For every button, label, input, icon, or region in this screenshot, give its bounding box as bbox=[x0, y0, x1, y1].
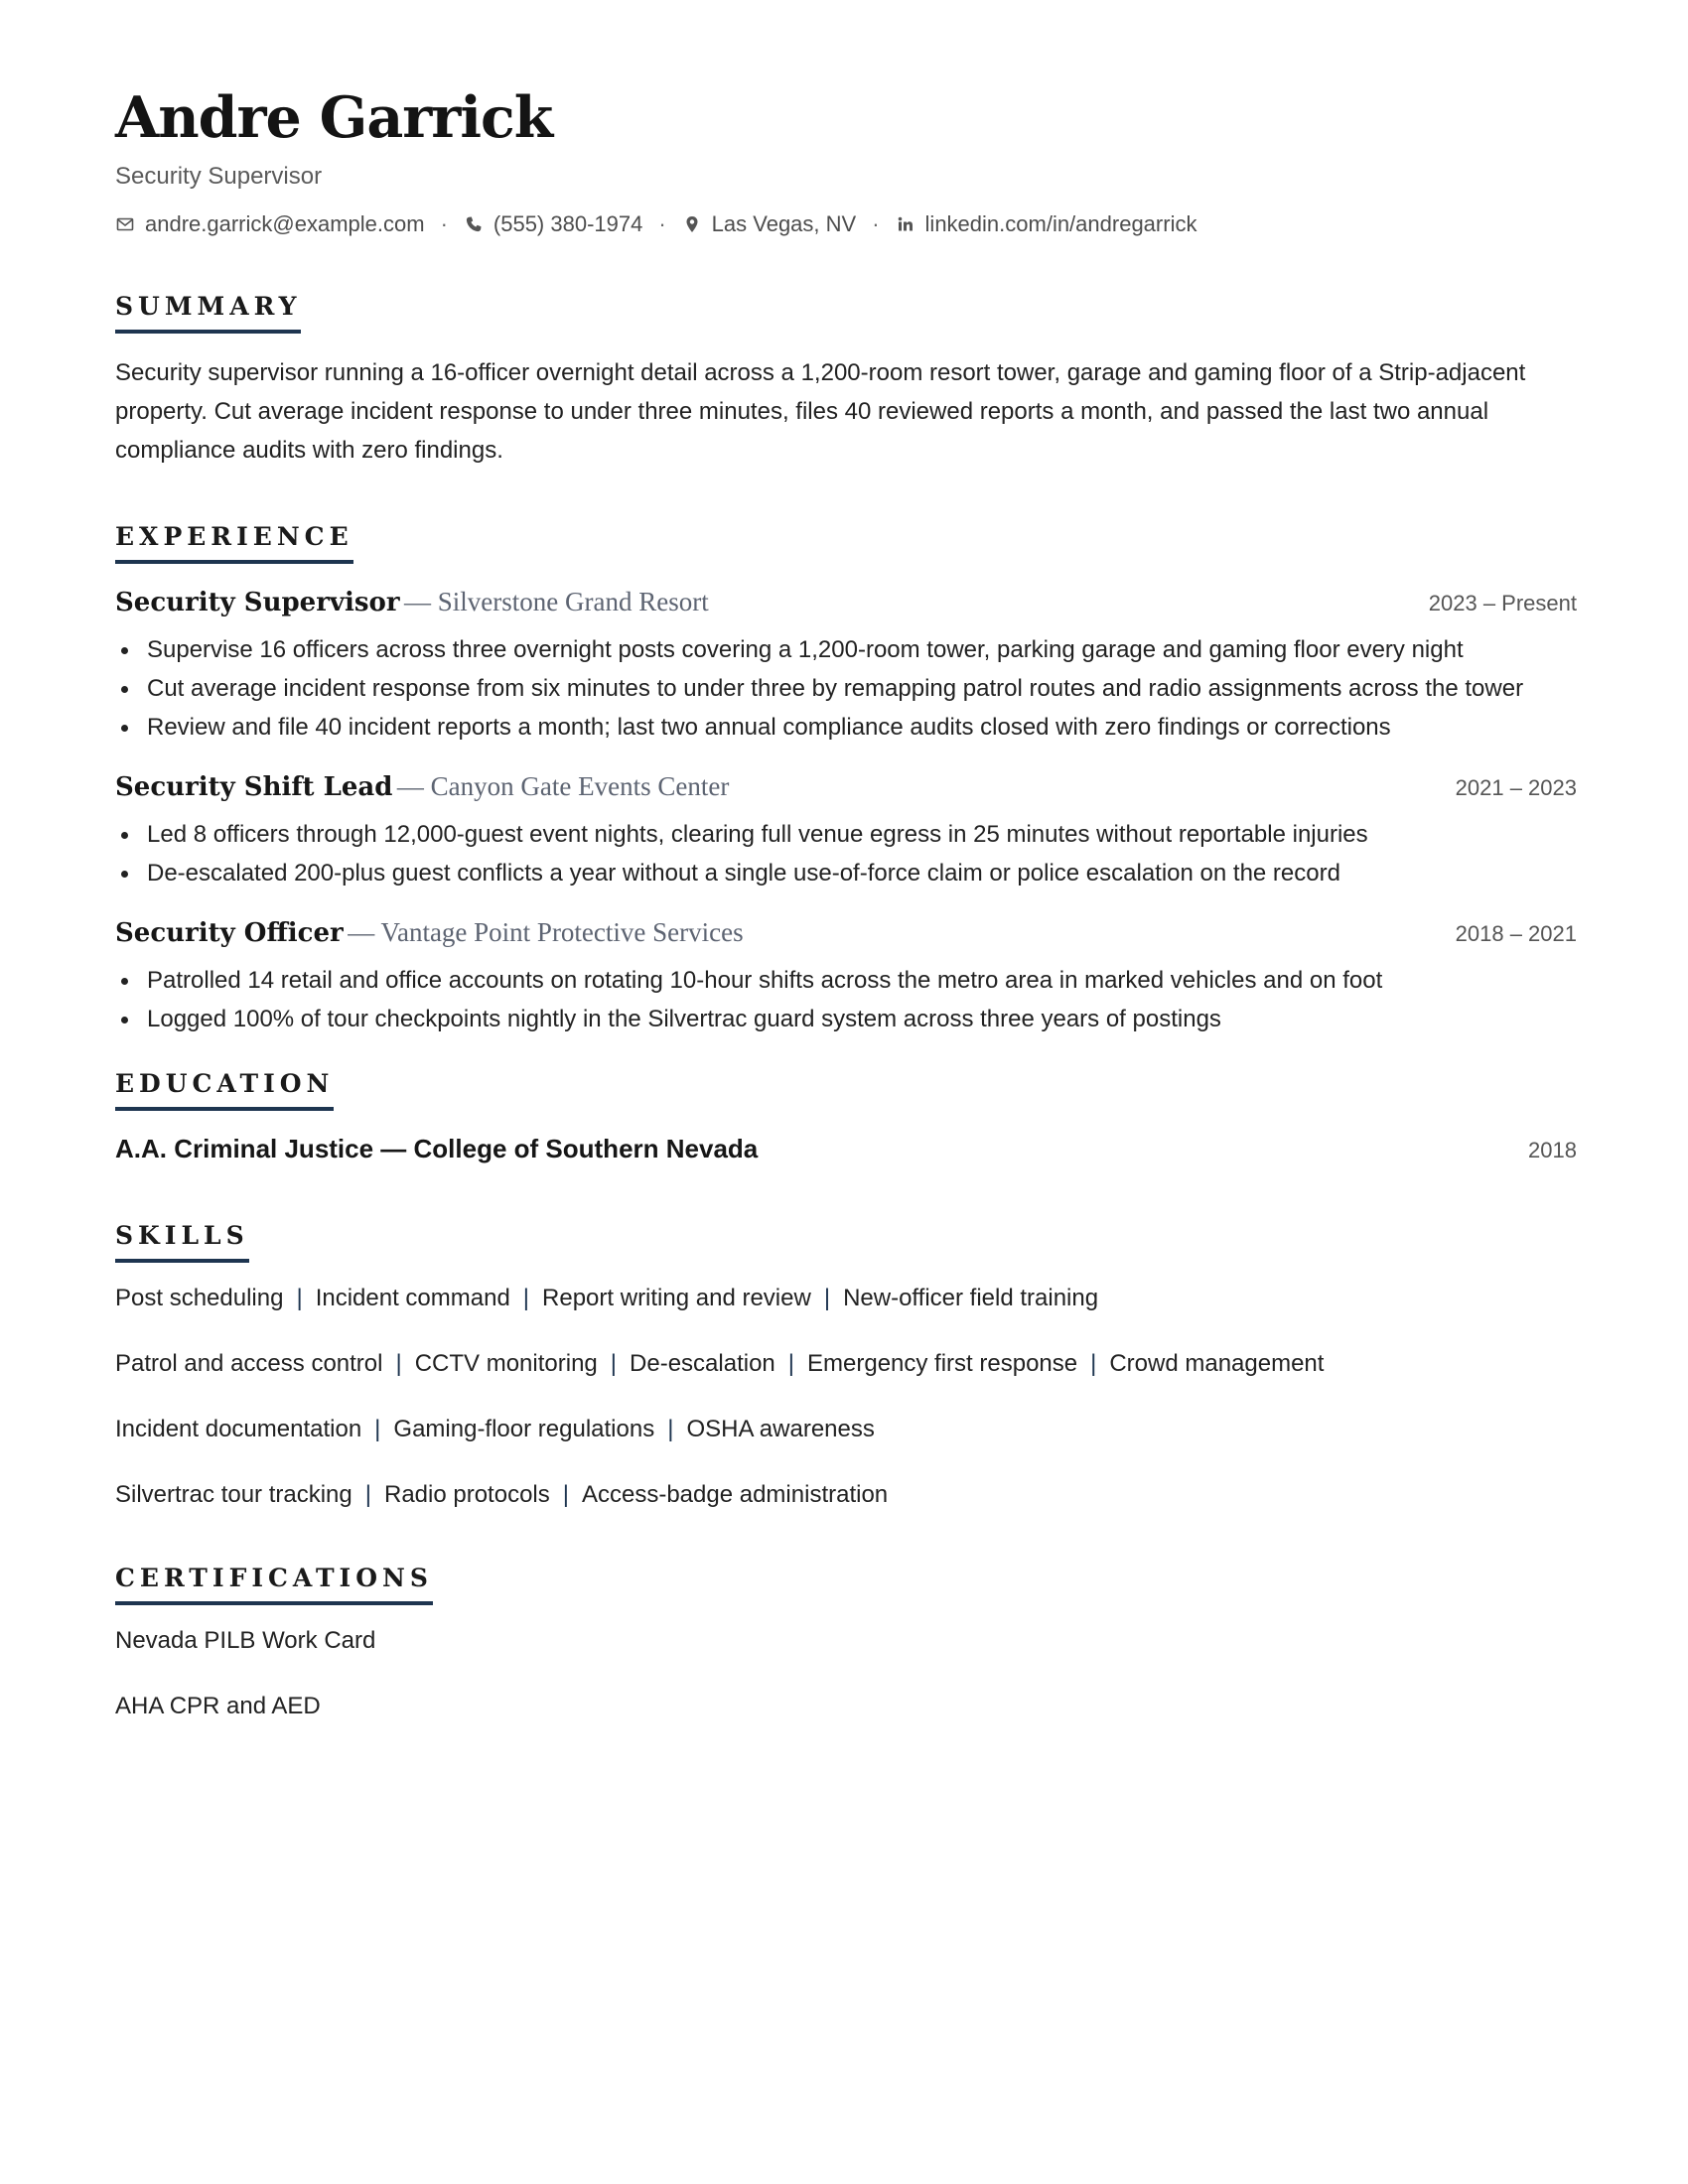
skill-item: Incident documentation bbox=[115, 1416, 362, 1442]
skill-separator: | bbox=[610, 1350, 618, 1377]
education-year: 2018 bbox=[1528, 1138, 1577, 1162]
summary-section bbox=[115, 291, 1577, 470]
section-heading: CERTIFICATIONS bbox=[115, 1563, 433, 1605]
job-bullets bbox=[115, 961, 1577, 1038]
section-heading: SKILLS bbox=[115, 1220, 249, 1263]
section-heading: EDUCATION bbox=[115, 1068, 334, 1111]
job-bullets bbox=[115, 815, 1577, 892]
contact-linkedin[interactable] bbox=[896, 209, 1197, 239]
skill-item: CCTV monitoring bbox=[414, 1350, 598, 1377]
bullet-item: Review and file 40 incident reports a month; last two annual compliance audits closed with zero findings or corrections bbox=[115, 708, 1577, 747]
skill-item: Report writing and review bbox=[542, 1285, 811, 1311]
skill-line bbox=[115, 1283, 1577, 1314]
job-company: — Vantage Point Protective Services bbox=[348, 917, 744, 947]
bullet-item: Supervise 16 officers across three overnight posts covering a 1,200-room tower, parking garage and gaming floor every night bbox=[115, 630, 1577, 669]
email-text: andre.garrick@example.com bbox=[145, 211, 425, 236]
skill-item: De-escalation bbox=[630, 1350, 775, 1377]
job-dates: 2021 – 2023 bbox=[1455, 775, 1577, 800]
skill-separator: | bbox=[374, 1416, 381, 1442]
skill-item: Post scheduling bbox=[115, 1285, 284, 1311]
bullet-item: Cut average incident response from six minutes to under three by remapping patrol routes and radio assignments across the tower bbox=[115, 669, 1577, 708]
skill-separator: | bbox=[823, 1285, 831, 1311]
bullet-item: Logged 100% of tour checkpoints nightly in the Silvertrac guard system across three years of postings bbox=[115, 1000, 1577, 1038]
job-title: Security Shift Lead bbox=[115, 772, 393, 802]
education-degree: A.A. Criminal Justice — College of Southern Nevada bbox=[115, 1134, 759, 1163]
skill-item: Radio protocols bbox=[383, 1481, 550, 1508]
education-entry bbox=[115, 1131, 1577, 1168]
contact-separator: · bbox=[872, 211, 880, 236]
contact-phone[interactable] bbox=[464, 209, 642, 239]
contact-line bbox=[115, 209, 1577, 239]
skill-line bbox=[115, 1348, 1577, 1380]
job-entry bbox=[115, 768, 1577, 892]
skills-section bbox=[115, 1220, 1577, 1511]
bullet-item: De-escalated 200-plus guest conflicts a year without a single use-of-force claim or police escalation on the record bbox=[115, 854, 1577, 892]
skill-item: Silvertrac tour tracking bbox=[115, 1481, 352, 1508]
skill-item: Access-badge administration bbox=[581, 1481, 889, 1508]
job-dates: 2023 – Present bbox=[1428, 591, 1577, 615]
location-pin-icon bbox=[682, 214, 702, 234]
phone-text: (555) 380-1974 bbox=[492, 211, 643, 236]
contact-location bbox=[682, 209, 857, 239]
job-header bbox=[115, 914, 1577, 955]
contact-email[interactable] bbox=[115, 209, 425, 239]
certifications-list bbox=[115, 1625, 1577, 1722]
mail-icon bbox=[115, 214, 135, 234]
skill-item: Crowd management bbox=[1109, 1350, 1325, 1377]
skill-item: New-officer field training bbox=[843, 1285, 1099, 1311]
skill-separator: | bbox=[1090, 1350, 1097, 1377]
contact-separator: · bbox=[658, 211, 666, 236]
certifications-section bbox=[115, 1563, 1577, 1722]
skill-separator: | bbox=[364, 1481, 371, 1508]
skill-line bbox=[115, 1414, 1577, 1445]
bullet-item: Led 8 officers through 12,000-guest event nights, clearing full venue egress in 25 minutes without reportable injuries bbox=[115, 815, 1577, 854]
skill-item: OSHA awareness bbox=[686, 1416, 875, 1442]
candidate-role: Security Supervisor bbox=[115, 163, 323, 190]
resume-page bbox=[115, 83, 1577, 1756]
skill-separator: | bbox=[667, 1416, 674, 1442]
linkedin-text: linkedin.com/in/andregarrick bbox=[924, 211, 1197, 236]
skills-list bbox=[115, 1283, 1577, 1511]
skill-separator: | bbox=[522, 1285, 530, 1311]
certification-item: Nevada PILB Work Card bbox=[115, 1627, 376, 1654]
skill-item: Incident command bbox=[315, 1285, 510, 1311]
job-title: Security Supervisor bbox=[115, 588, 400, 617]
contact-separator: · bbox=[440, 211, 448, 236]
job-company: — Silverstone Grand Resort bbox=[404, 587, 709, 616]
linkedin-icon bbox=[896, 214, 915, 234]
section-heading: SUMMARY bbox=[115, 291, 301, 334]
certification-item: AHA CPR and AED bbox=[115, 1693, 321, 1719]
job-company: — Canyon Gate Events Center bbox=[396, 771, 730, 801]
skill-separator: | bbox=[787, 1350, 794, 1377]
skill-item: Emergency first response bbox=[807, 1350, 1078, 1377]
job-entry bbox=[115, 914, 1577, 1038]
job-bullets bbox=[115, 630, 1577, 747]
job-entry bbox=[115, 584, 1577, 747]
summary-text: Security supervisor running a 16-officer overnight detail across a 1,200-room resort tower, garage and gaming floor of a Strip-adjacent property. Cut average incident response to under three minutes, files 40 reviewed reports a month, and passed the last two annual compliance audits with zero findings. bbox=[115, 359, 1526, 464]
skill-separator: | bbox=[395, 1350, 402, 1377]
job-title: Security Officer bbox=[115, 918, 344, 948]
skill-line bbox=[115, 1479, 1577, 1511]
experience-section bbox=[115, 521, 1577, 1038]
skill-separator: | bbox=[296, 1285, 303, 1311]
job-header bbox=[115, 584, 1577, 624]
job-header bbox=[115, 768, 1577, 809]
skill-separator: | bbox=[562, 1481, 569, 1508]
section-heading: EXPERIENCE bbox=[115, 521, 353, 564]
bullet-item: Patrolled 14 retail and office accounts on rotating 10-hour shifts across the metro area in marked vehicles and on foot bbox=[115, 961, 1577, 1000]
candidate-name: Andre Garrick bbox=[115, 84, 553, 151]
header bbox=[115, 83, 1577, 239]
skill-item: Gaming-floor regulations bbox=[393, 1416, 655, 1442]
job-dates: 2018 – 2021 bbox=[1455, 921, 1577, 946]
education-section bbox=[115, 1068, 1577, 1168]
location-text: Las Vegas, NV bbox=[711, 211, 857, 236]
experience-list bbox=[115, 584, 1577, 1038]
skill-item: Patrol and access control bbox=[115, 1350, 383, 1377]
phone-icon bbox=[464, 214, 484, 234]
